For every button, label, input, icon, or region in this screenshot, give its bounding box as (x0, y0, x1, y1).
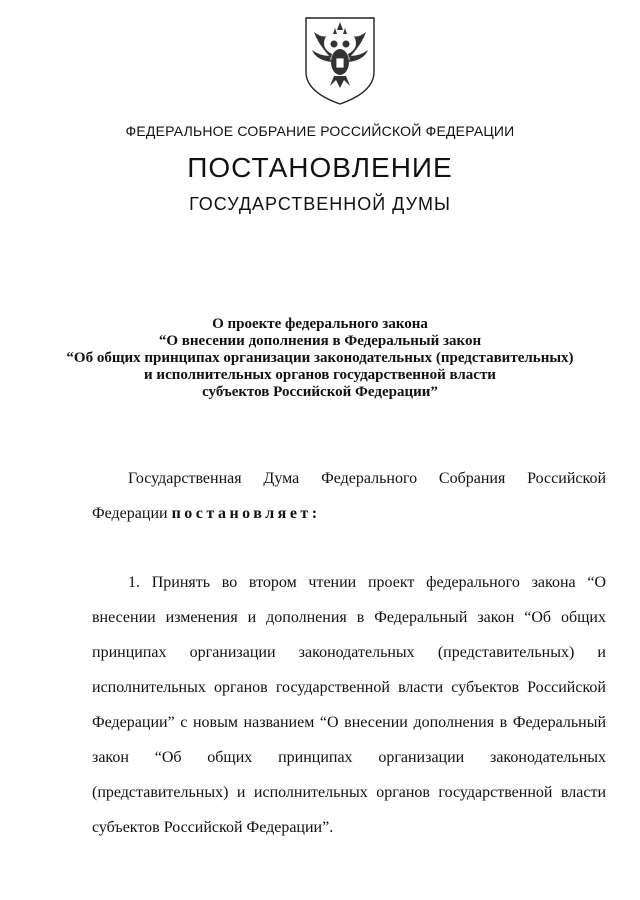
subject-line: О проекте федерального закона (212, 316, 428, 332)
subject-line: и исполнительных органов государственной власти (144, 367, 496, 383)
resolves-word: постановляет: (171, 505, 321, 522)
paragraph-line (92, 496, 606, 531)
subject-line: “О внесении дополнения в Федеральный закон (158, 333, 482, 349)
preamble-paragraph (92, 461, 606, 531)
document-type: ПОСТАНОВЛЕНИЕ (187, 152, 453, 183)
subject-line: “Об общих принципах организации законодательных (представительных) (66, 350, 574, 366)
paragraph-line: закон “Об общих принципах организации законодательных (92, 749, 606, 766)
coat-of-arms-icon (300, 14, 380, 106)
paragraph-line: Государственная Дума Федерального Собрания Российской (128, 470, 606, 487)
paragraph-line: Федерации” с новым названием “О внесении дополнения в Федеральный (92, 714, 606, 731)
paragraph-line: внесении изменения и дополнения в Федеральный закон “Об общих (92, 609, 606, 626)
paragraph-line: субъектов Российской Федерации”. (92, 819, 334, 836)
issuing-body: ГОСУДАРСТВЕННОЙ ДУМЫ (189, 194, 451, 214)
preamble-start: Федерации (92, 505, 168, 522)
point-1-paragraph (92, 565, 606, 845)
assembly-title: ФЕДЕРАЛЬНОЕ СОБРАНИЕ РОССИЙСКОЙ ФЕДЕРАЦИИ (125, 123, 515, 139)
document-subject (0, 316, 640, 401)
paragraph-line: принципах организации законодательных (представительных) и (92, 644, 606, 661)
paragraph-line: исполнительных органов государственной власти субъектов Российской (92, 679, 606, 696)
paragraph-line: 1. Принять во втором чтении проект федерального закона “О (128, 574, 606, 591)
subject-line: субъектов Российской Федерации” (202, 384, 438, 400)
paragraph-line: (представительных) и исполнительных органов государственной власти (92, 784, 606, 801)
